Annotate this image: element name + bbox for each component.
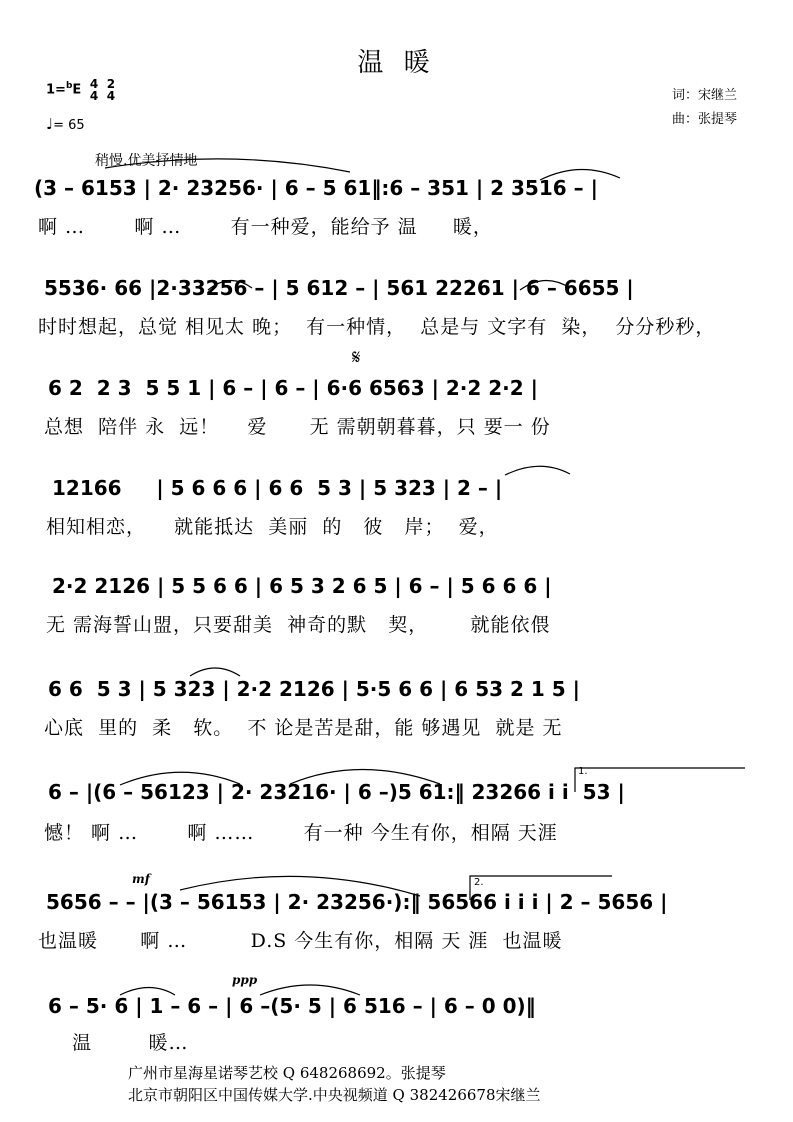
- dynamic-mf: mf: [132, 872, 150, 886]
- slur-system-1: [105, 159, 350, 172]
- lyrics-system-4: 相知相恋， 就能抵达 美丽 的 彼 岸； 爱，: [46, 516, 499, 538]
- slur-system-8: [180, 876, 420, 896]
- lyrics-system-5: 无 需海誓山盟，只要甜美 神奇的默 契， 就能依偎: [46, 614, 551, 636]
- notation-system-1: (3 – 6153 | 2· 23256· | 6 – 5 61‖:6 – 351 | 2 3516 – |: [34, 176, 598, 200]
- slur-system-7: [120, 772, 240, 785]
- notation-system-7: 6 – |(6 – 56123 | 2· 23216· | 6 –)5 61:‖ 23266 i i 53 |: [48, 780, 625, 804]
- slur-system-9b: [260, 985, 360, 995]
- slur-system-1b: [540, 169, 620, 180]
- slur-system-9: [120, 988, 175, 996]
- lyrics-system-1: 啊 … 啊 … 有一种爱，能给予 温 暖，: [38, 216, 493, 238]
- footer-line-2: 北京市朝阳区中国传媒大学.中央视频道 Q 382426678宋继兰: [128, 1086, 541, 1104]
- notation-system-4: 12166 | 5 6 6 6 | 6 6 5 3 | 5 323 | 2 – |: [52, 476, 503, 500]
- lyrics-system-8: 也温暖 啊 … D.S 今生有你，相隔 天 涯 也温暖: [38, 930, 563, 952]
- lyrics-system-9: 温 暖…: [44, 1032, 189, 1054]
- flat-sign: b: [65, 81, 73, 92]
- footer-line-1: 广州市星海星诺琴艺校 Q 648268692。张提琴: [128, 1064, 446, 1082]
- key-label: 1=: [46, 82, 66, 98]
- lyrics-system-2: 时时想起，总觉 相见太 晚； 有一种情， 总是与 文字有 染， 分分秒秒，: [38, 316, 716, 338]
- slur-system-7b: [290, 770, 440, 785]
- composer-credit: 曲：张提琴: [672, 112, 738, 127]
- lyrics-system-3: 总想 陪伴 永 远！ 爱 无 需朝朝暮暮，只 要一 份: [44, 416, 551, 438]
- notation-system-2: 5536· 66 |2·33256 – | 5 612 – | 561 22261 | 6 – 6655 |: [44, 276, 634, 300]
- lyrics-system-6: 心底 里的 柔 软。 不 论是苦是甜，能 够遇见 就是 无: [44, 717, 563, 739]
- slur-system-2: [208, 280, 252, 290]
- notation-system-8: 5656 – – |(3 – 56153 | 2· 23256·):‖ 56566 i i i | 2 – 5656 |: [46, 890, 668, 914]
- key-note: E: [72, 82, 82, 98]
- volta-first-bracket: [575, 768, 745, 792]
- song-title: 温 暖: [357, 48, 436, 78]
- volta-second-label: 2.: [474, 877, 484, 888]
- expression-marking: 稍慢.优美抒情地: [95, 153, 198, 169]
- tempo-marking: ♩= 65: [46, 115, 85, 133]
- volta-second-bracket: [470, 876, 612, 900]
- lyrics-system-7: 憾！ 啊 … 啊 …… 有一种 今生有你，相隔 天涯: [44, 822, 558, 844]
- notation-system-3: 6 2 2 3 5 5 1 | 6 – | 6 – | 6·6 6563 | 2·2 2·2 |: [48, 376, 538, 400]
- segno-icon: 𝄋: [352, 345, 361, 369]
- time-signature-2-4: 2 4: [106, 77, 116, 103]
- slur-system-2b: [520, 280, 570, 290]
- notation-system-6: 6 6 5 3 | 5 323 | 2·2 2126 | 5·5 6 6 | 6 53 2 1 5 |: [48, 677, 580, 701]
- quarter-note-icon: ♩: [46, 115, 54, 133]
- volta-first-label: 1.: [578, 766, 588, 777]
- lyricist-credit: 词：宋继兰: [672, 88, 738, 103]
- notation-system-9: 6 – 5· 6 | 1 – 6 – | 6 –(5· 5 | 6 516 – | 6 – 0 0)‖: [48, 994, 536, 1018]
- dynamic-ppp: ppp: [232, 973, 258, 987]
- notation-system-5: 2·2 2126 | 5 5 6 6 | 6 5 3 2 6 5 | 6 – | 5 6 6 6 |: [52, 574, 552, 598]
- time-signature-4-4: 4 4: [89, 77, 99, 103]
- slur-system-6: [190, 668, 240, 676]
- slur-system-4: [505, 466, 570, 475]
